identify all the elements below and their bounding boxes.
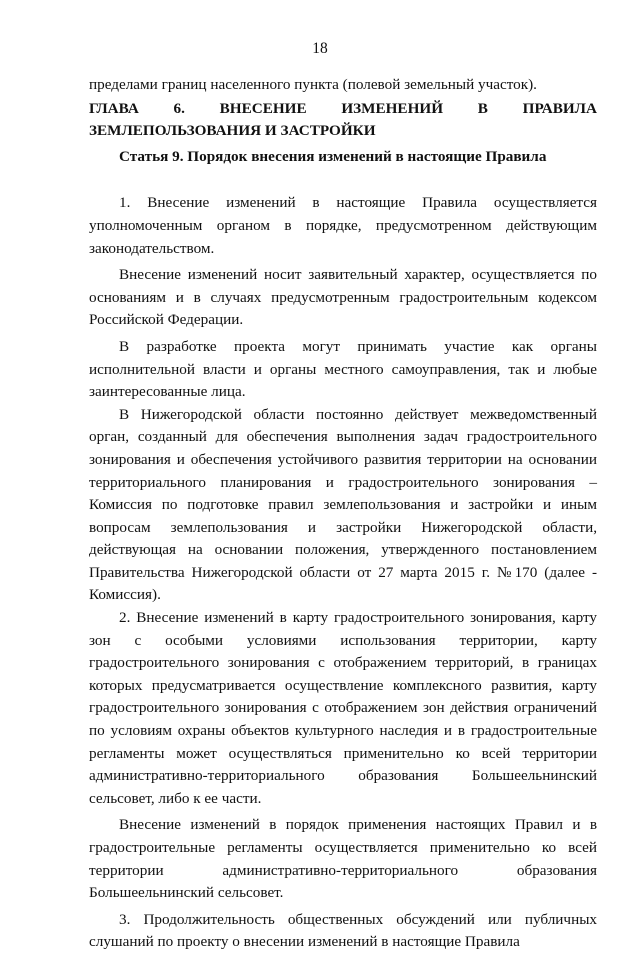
chapter-heading-line-2: ЗЕМЛЕПОЛЬЗОВАНИЯ И ЗАСТРОЙКИ	[89, 122, 376, 140]
continuation-line: пределами границ населенного пункта (полевой земельный участок).	[89, 76, 537, 93]
chapter-word: В	[477, 99, 488, 117]
chapter-word: ИЗМЕНЕНИЙ	[341, 99, 444, 117]
article-title: Статья 9. Порядок внесения изменений в настоящие Правила	[119, 147, 547, 165]
paragraph: 1. Внесение изменений в настоящие Правила осуществляется уполномоченным органом в порядке, предусмотренном действующим законодательством.	[89, 194, 597, 257]
paragraph: В разработке проекта могут принимать участие как органы исполнительной власти и органы местного самоуправления, так и любые заинтересованные лица.	[89, 337, 597, 401]
chapter-word: ГЛАВА	[89, 99, 139, 117]
paragraph: 3. Продолжительность общественных обсуждений или публичных слушаний по проекту о внесении изменений в настоящие Правила	[89, 910, 597, 951]
chapter-heading	[89, 98, 597, 143]
paragraph: В Нижегородской области постоянно действует межведомственный орган, созданный для обеспечения выполнения задач градостроительного зонирования и обеспечения устойчивого развития территории на основании территориального планирования и градостроительного зонирования – Комиссия по подготовке правил землепользования и застройки и иным вопросам землепользования и застройки Нижегородской области, действующая на основании положения, утвержденного постановлением Правительства Нижегородской области от 27 марта 2015 г. №170 (далее - Комиссия).	[89, 405, 597, 604]
chapter-word: ПРАВИЛА	[522, 99, 597, 117]
chapter-word: 6.	[173, 99, 185, 117]
paragraph: Внесение изменений в порядок применения настоящих Правил и в градостроительные регламенты осуществляется применительно ко всей территории административно-территориального образования Большеельнинский сельсовет.	[89, 816, 597, 902]
page-number: 18	[312, 40, 328, 57]
chapter-heading-line-1	[89, 98, 597, 121]
paragraph: 2. Внесение изменений в карту градостроительного зонирования, карту зон с особыми условиями использования территории, карту градостроительного зонирования с отображением территорий, в границах которых предусматривается осуществление комплексного развития, карту градостроительного зонирования с отображением зон действия ограничений по условиям охраны объектов культурного наследия и в градостроительные регламенты может осуществляться применительно ко всей территории административно-территориального образования Большеельнинский сельсовет, либо к ее части.	[89, 609, 597, 807]
chapter-word: ВНЕСЕНИЕ	[219, 99, 307, 117]
paragraph: Внесение изменений носит заявительный характер, осуществляется по основаниям и в случаях предусмотренным градостроительным кодексом Российской Федерации.	[89, 266, 597, 329]
document-body	[89, 74, 597, 954]
